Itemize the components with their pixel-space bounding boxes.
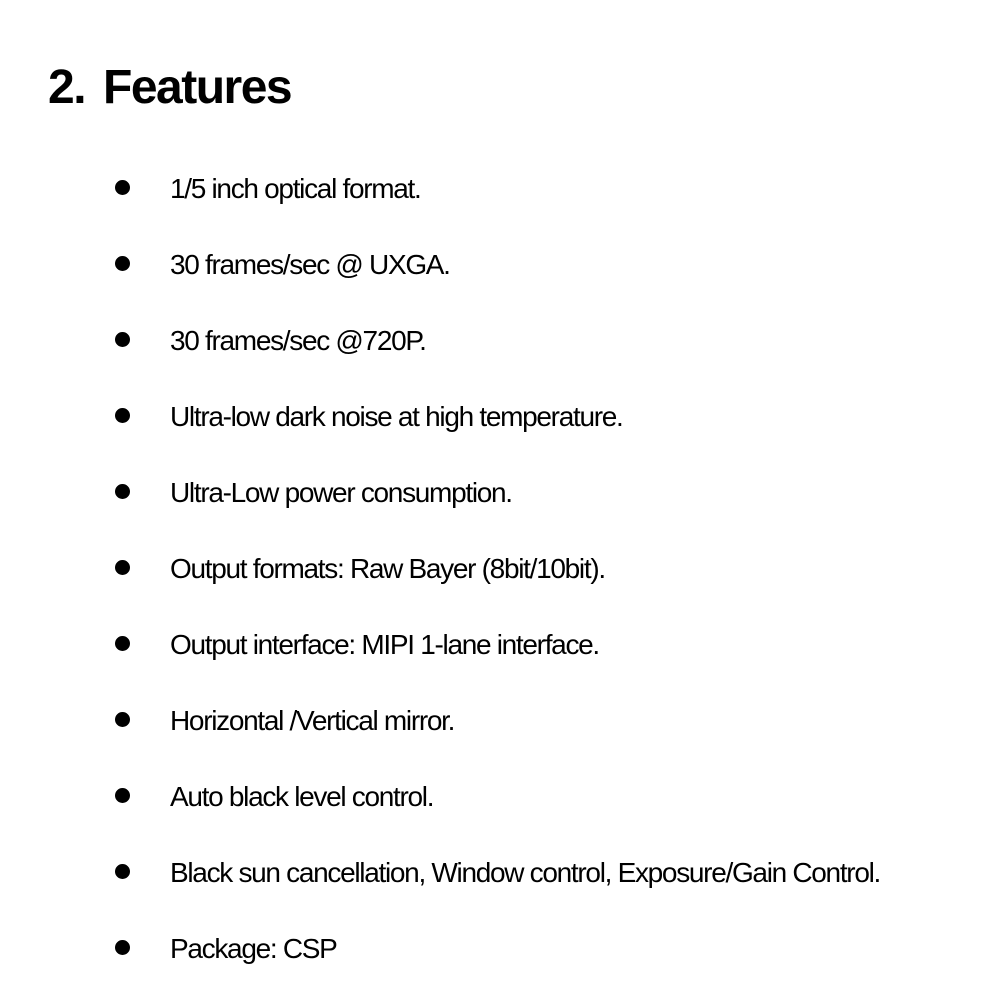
bullet-icon: [115, 636, 130, 651]
feature-list: [0, 157, 1000, 993]
feature-item: [0, 461, 1000, 537]
feature-item: [0, 765, 1000, 841]
bullet-icon: [115, 560, 130, 575]
feature-item: [0, 385, 1000, 461]
feature-item: [0, 157, 1000, 233]
feature-item: [0, 309, 1000, 385]
feature-text: Output formats: Raw Bayer (8bit/10bit).: [170, 553, 605, 584]
bullet-icon: [115, 940, 130, 955]
bullet-icon: [115, 788, 130, 803]
feature-text: Output interface: MIPI 1-lane interface.: [170, 629, 599, 660]
feature-item: [0, 613, 1000, 689]
feature-text: Ultra-low dark noise at high temperature.: [170, 401, 623, 432]
feature-item: [0, 841, 1000, 917]
section-heading: [48, 58, 291, 118]
bullet-icon: [115, 332, 130, 347]
bullet-icon: [115, 408, 130, 423]
bullet-icon: [115, 864, 130, 879]
feature-text: 30 frames/sec @ UXGA.: [170, 249, 450, 280]
feature-text: Horizontal /Vertical mirror.: [170, 705, 455, 736]
feature-text: Black sun cancellation, Window control, Exposure/Gain Control.: [170, 857, 881, 888]
feature-text: 30 frames/sec @720P.: [170, 325, 426, 356]
feature-item: [0, 689, 1000, 765]
section-title: Features: [103, 61, 292, 114]
section-number: 2.: [48, 61, 86, 114]
feature-text: Ultra-Low power consumption.: [170, 477, 512, 508]
feature-item: [0, 537, 1000, 613]
feature-text: Auto black level control.: [170, 781, 434, 812]
feature-text: Package: CSP: [170, 933, 337, 964]
bullet-icon: [115, 256, 130, 271]
bullet-icon: [115, 484, 130, 499]
feature-item: [0, 233, 1000, 309]
bullet-icon: [115, 180, 130, 195]
feature-item: [0, 917, 1000, 993]
bullet-icon: [115, 712, 130, 727]
feature-text: 1/5 inch optical format.: [170, 173, 421, 204]
